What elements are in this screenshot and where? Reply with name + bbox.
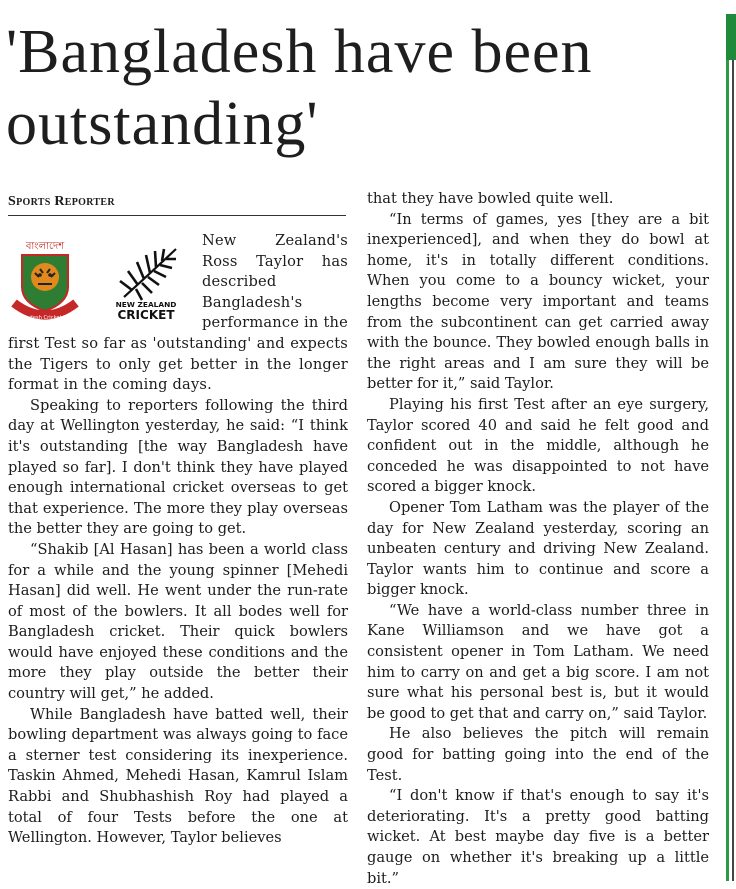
paragraph: that they have bowled quite well. xyxy=(367,190,614,207)
headline: 'Bangladesh have been outstanding' xyxy=(6,18,593,158)
article-column-2 xyxy=(367,189,709,889)
logo-group xyxy=(8,233,196,331)
paragraph: “Shakib [Al Hasan] has been a world class for a while and the young spinner [Mehedi Hasan] did well. He went under the run-rate of most of the bowlers. It all bodes well for Bangladesh cricket. Their quick bowlers would have enjoyed these conditions and the more they play outside the better their country will get,” he added. xyxy=(8,540,348,703)
paragraph: Opener Tom Latham was the player of the day for New Zealand yesterday, scoring an unbeaten century and driving New Zealand. Taylor wants him to continue and score a bigger knock. xyxy=(367,498,709,599)
paragraph: “In terms of games, yes [they are a bit inexperienced], and when they do bowl at home, it's in totally different conditions. When you come to a bouncy wicket, your lengths become very important and teams from the subcontinent can get carried away with the bounce. They bowled enough balls in the right areas and I am sure they will be better for it,” said Taylor. xyxy=(367,210,709,393)
paragraph: “We have a world-class number three in Kane Williamson and we have got a consistent opener in Tom Latham. We need him to carry on and get a big score. I am not sure what his personal best is, but it would be good to get that and carry on,” said Taylor. xyxy=(367,601,709,722)
bangladesh-cricket-board-logo xyxy=(10,237,80,323)
paragraph: He also believes the pitch will remain good for batting going into the end of the Test. xyxy=(367,725,709,784)
paragraph: Speaking to reporters following the third day at Wellington yesterday, he said: “I think it's outstanding [the way Bangladesh have played so far]. I don't think they have played enough international cricket overseas to get that experience. The more they play overseas the better they are going to get. xyxy=(8,396,348,538)
green-accent-bar xyxy=(726,14,736,60)
bcb-logo-bottom-text: Bangladesh Cricket Board xyxy=(11,315,79,321)
dark-rule xyxy=(732,60,734,881)
green-rule xyxy=(726,60,729,881)
byline: Sports Reporter xyxy=(8,194,346,216)
paragraph: Playing his first Test after an eye surgery, Taylor scored 40 and said he felt good and confident out in the middle, although he conceded he was disappointed to not have scored a bigger knock. xyxy=(367,395,709,496)
nz-logo-line2: CRICKET xyxy=(117,308,175,322)
paragraph: While Bangladesh have batted well, their bowling department was always going to face a sterner test considering its inexperience. Taskin Ahmed, Mehedi Hasan, Kamrul Islam Rabbi and Shubhashish Roy had played a total of four Tests before the one at Wellington. However, Taylor believes xyxy=(8,705,348,847)
paragraph: “I don't know if that's enough to say it's deteriorating. It's a pretty good batting wicket. At best maybe day five is a better gauge on whether it's breaking up a little bit.” xyxy=(367,787,709,887)
new-zealand-cricket-logo xyxy=(106,245,186,325)
page-side-border xyxy=(726,14,736,881)
bcb-logo-top-text: বাংলাদেশ xyxy=(25,241,65,252)
nz-logo-line1: NEW ZEALAND xyxy=(115,300,177,309)
paragraph: New Zealand's Ross Taylor has described Bangladesh's performance in the first Test so far as 'outstanding' and expects the Tigers to only get better in the longer format in the coming days. xyxy=(8,232,348,394)
article-column-1 xyxy=(8,231,348,849)
